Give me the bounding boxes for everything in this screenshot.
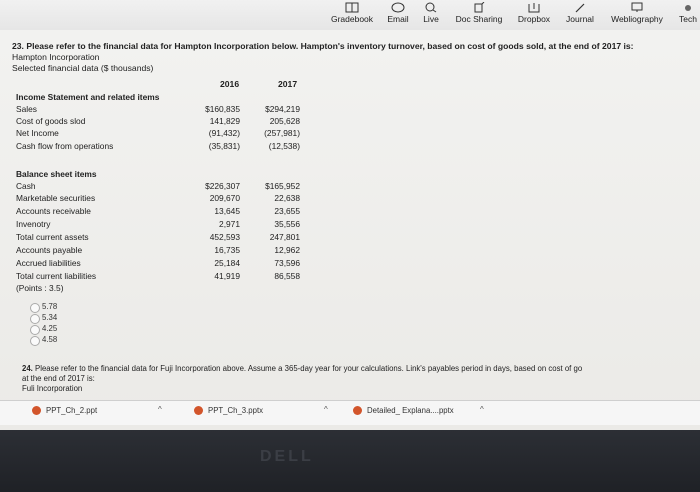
laptop-bezel (0, 430, 700, 492)
toolbar-item-doc-sharing[interactable]: Doc Sharing (451, 2, 507, 24)
value-2017: 23,655 (274, 206, 300, 216)
value-2017: 12,962 (274, 245, 300, 255)
answer-radio[interactable] (30, 336, 40, 346)
value-2017: 73,596 (274, 258, 300, 268)
download-item[interactable] (194, 406, 263, 415)
row-label: Accounts payable (16, 245, 83, 255)
row-label: Total current liabilities (16, 271, 97, 281)
answer-radio[interactable] (30, 314, 40, 324)
value-2016: 25,184 (214, 258, 240, 268)
value-2017: $294,219 (265, 104, 300, 114)
value-2017: 22,638 (274, 193, 300, 203)
row-label: Accrued liabilities (16, 258, 81, 268)
download-filename: PPT_Ch_3.pptx (208, 406, 264, 415)
question-number: 23. (12, 41, 24, 51)
chevron-up-icon[interactable]: ^ (480, 405, 484, 414)
gradebook-icon (345, 2, 359, 13)
answer-choice: 5.34 (42, 313, 58, 322)
email-icon (391, 2, 405, 13)
points-label: (Points : 3.5) (16, 283, 64, 293)
value-2017: 35,556 (274, 219, 300, 229)
live-icon (424, 2, 438, 13)
value-2016: 16,735 (214, 245, 240, 255)
quiz-page (0, 30, 700, 430)
value-2017: $165,952 (265, 181, 300, 191)
toolbar-item-live[interactable]: Live (419, 2, 443, 24)
value-2017: (12,538) (268, 141, 300, 151)
value-2017: 205,628 (269, 116, 300, 126)
income-statement-header: Income Statement and related items (16, 92, 160, 102)
toolbar-item-webliography[interactable]: Webliography (606, 2, 668, 24)
chevron-up-icon[interactable]: ^ (158, 405, 162, 414)
company-name: Fuli Incorporation (22, 384, 83, 393)
row-label: Net Income (16, 128, 59, 138)
answer-choice: 4.25 (42, 324, 58, 333)
download-item[interactable] (353, 406, 454, 415)
row-label: Accounts receivable (16, 206, 91, 216)
course-toolbar (0, 0, 700, 31)
answer-choice: 4.58 (42, 335, 58, 344)
value-2016: $226,307 (205, 181, 240, 191)
toolbar-item-gradebook[interactable]: Gradebook (327, 2, 377, 24)
row-label: Cash flow from operations (16, 141, 114, 151)
value-2016: (91,432) (208, 128, 240, 138)
question-text: Please refer to the financial data for Hampton Incorporation below. Hampton's inventory turnover, based on cost of goods sold, at the end of 2017 is: (26, 41, 634, 51)
journal-icon (573, 2, 587, 13)
question-23-prompt (12, 41, 692, 74)
row-label: Cash (16, 181, 36, 191)
balance-sheet-header: Balance sheet items (16, 169, 97, 179)
answer-radio[interactable] (30, 325, 40, 335)
question-number: 24. (22, 364, 33, 373)
year-2017-header: 2017 (278, 79, 298, 89)
value-2016: 141,829 (209, 116, 240, 126)
value-2016: 209,670 (209, 193, 240, 203)
chevron-up-icon[interactable]: ^ (324, 405, 328, 414)
year-2016-header: 2016 (220, 79, 240, 89)
value-2016: 452,593 (209, 232, 240, 242)
toolbar-item-dropbox[interactable]: Dropbox (514, 2, 554, 24)
dell-logo: DELL (260, 448, 314, 465)
toolbar-item-email[interactable]: Email (383, 2, 413, 24)
row-label: Sales (16, 104, 37, 114)
company-name: Hampton Incorporation (12, 52, 100, 62)
row-label: Total current assets (16, 232, 89, 242)
powerpoint-file-icon (194, 406, 203, 415)
row-label: Invenotry (16, 219, 51, 229)
value-2016: 41,919 (214, 271, 240, 281)
value-2016: 2,971 (219, 219, 240, 229)
powerpoint-file-icon (353, 406, 362, 415)
download-bar (0, 400, 700, 425)
webliography-icon (630, 2, 644, 13)
download-filename: Detailed_ Explana....pptx (367, 406, 454, 415)
dropbox-icon (527, 2, 541, 13)
row-label: Marketable securities (16, 193, 96, 203)
question-text-continued: at the end of 2017 is: (22, 374, 95, 383)
value-2016: (35,831) (208, 141, 240, 151)
toolbar-item-journal[interactable]: Journal (562, 2, 598, 24)
value-2017: 247,801 (269, 232, 300, 242)
data-subtitle: Selected financial data ($ thousands) (12, 63, 154, 73)
answer-radio[interactable] (30, 303, 40, 313)
row-label: Cost of goods slod (16, 116, 86, 126)
powerpoint-file-icon (32, 406, 41, 415)
answer-choice: 5.78 (42, 302, 58, 311)
download-item[interactable] (32, 406, 97, 415)
doc-sharing-icon (472, 2, 486, 13)
question-24-prompt (22, 364, 700, 394)
toolbar-item-tech[interactable]: Tech (676, 2, 700, 24)
question-text: Please refer to the financial data for Fuji Incorporation above. Assume a 365-day year for your calculations. Link's payables period in days, based on cost of go (35, 364, 583, 373)
value-2017: 86,558 (274, 271, 300, 281)
value-2016: 13,645 (214, 206, 240, 216)
tech-icon (681, 2, 695, 13)
value-2016: $160,835 (205, 104, 240, 114)
value-2017: (257,981) (264, 128, 300, 138)
download-filename: PPT_Ch_2.ppt (46, 406, 98, 415)
